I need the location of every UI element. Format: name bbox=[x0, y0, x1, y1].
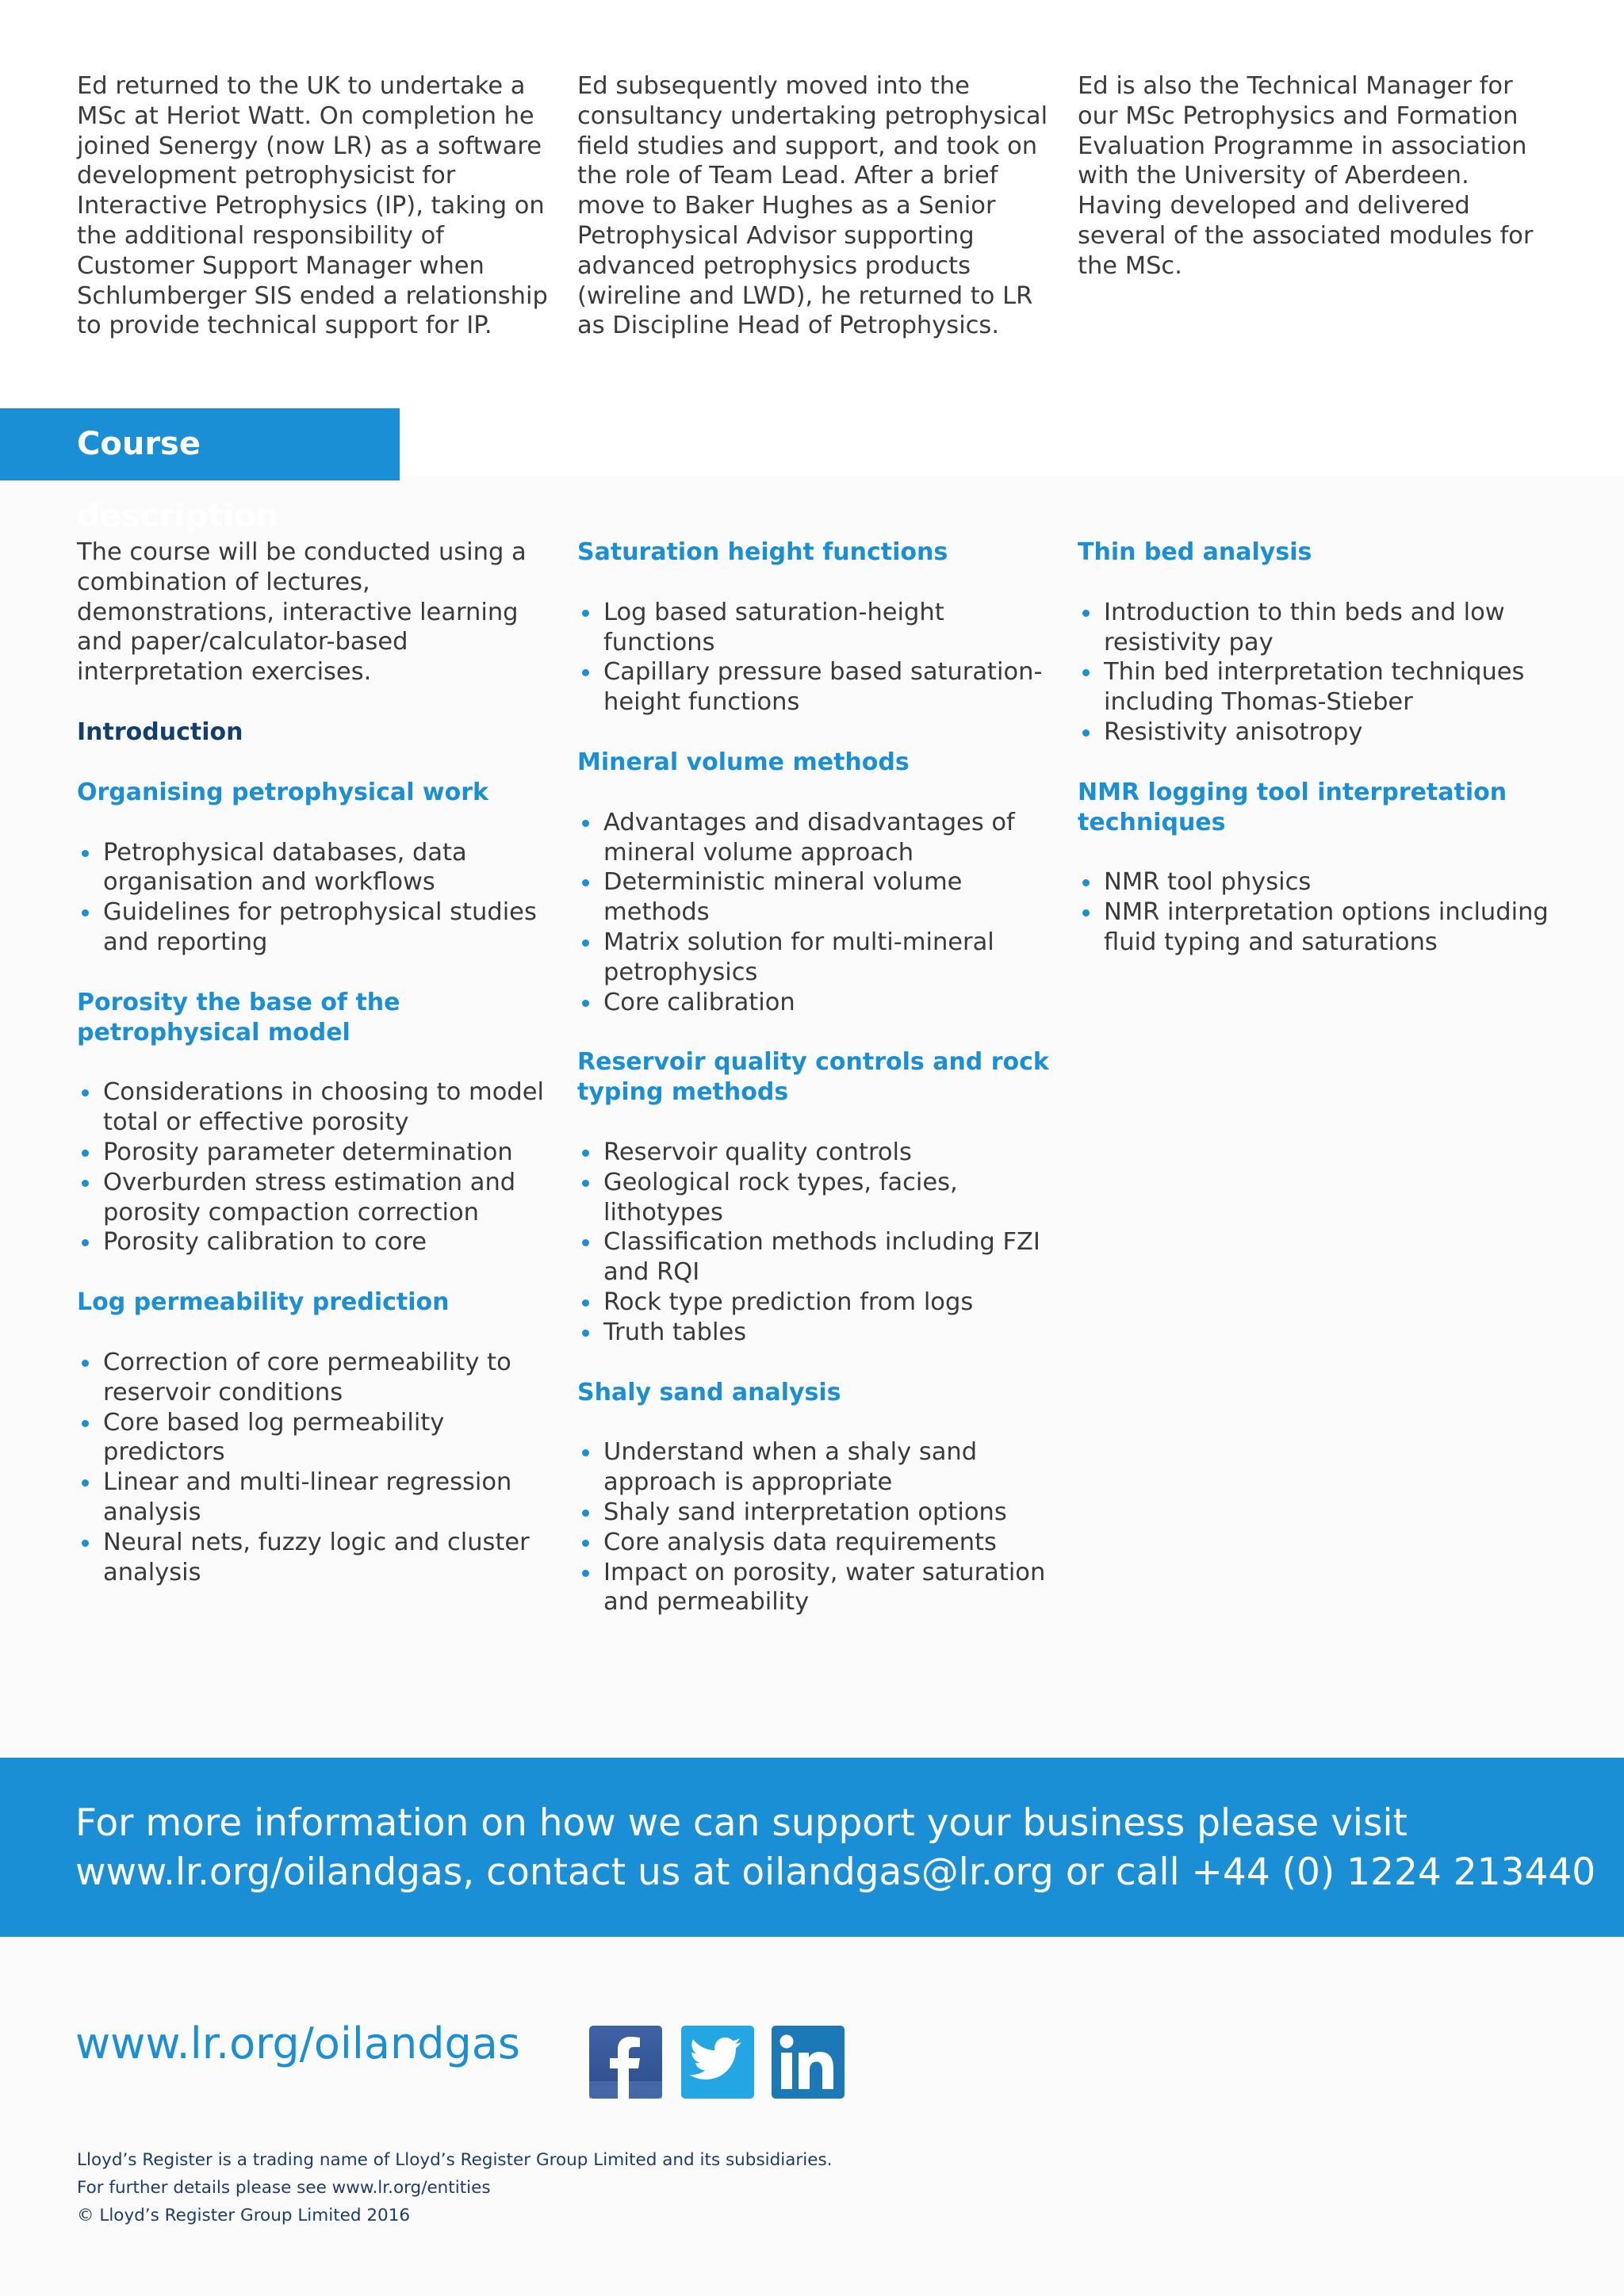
shaly-list bbox=[577, 1437, 1053, 1617]
list-item: Porosity parameter determination bbox=[77, 1138, 553, 1168]
list-item: Overburden stress estimation and porosity compaction correction bbox=[77, 1168, 553, 1228]
list-item: Petrophysical databases, data organisation and workflows bbox=[77, 838, 553, 898]
course-column-1 bbox=[77, 538, 553, 1617]
list-item: Rock type prediction from logs bbox=[577, 1288, 1053, 1318]
legal-notice bbox=[77, 2146, 833, 2229]
permeability-heading: Log permeability prediction bbox=[77, 1288, 450, 1317]
thinbed-heading: Thin bed analysis bbox=[1078, 538, 1312, 566]
bio-column-3: Ed is also the Technical Manager for our MSc Petrophysics and Formation Evaluation Programme in association with the University of Aberdeen. Having developed and delivered several of the associated modules for the MSc. bbox=[1078, 72, 1534, 280]
list-item: Resistivity anisotropy bbox=[1078, 718, 1553, 748]
list-item: Reservoir quality controls bbox=[577, 1138, 1053, 1168]
organising-heading: Organising petrophysical work bbox=[77, 778, 488, 806]
list-item: Core based log permeability predictors bbox=[77, 1408, 553, 1468]
list-item: Correction of core permeability to reservoir conditions bbox=[77, 1348, 553, 1408]
saturation-heading: Saturation height functions bbox=[577, 538, 948, 566]
list-item: Linear and multi-linear regression analysis bbox=[77, 1468, 553, 1528]
list-item: Understand when a shaly sand approach is appropriate bbox=[577, 1437, 1053, 1498]
legal-line-2: For further details please see www.lr.org/entities bbox=[77, 2178, 491, 2198]
list-item: Classification methods including FZI and RQI bbox=[577, 1227, 1053, 1288]
facebook-icon[interactable] bbox=[589, 2026, 662, 2099]
list-item: Introduction to thin beds and low resistivity pay bbox=[1078, 598, 1553, 658]
shaly-heading: Shaly sand analysis bbox=[577, 1378, 841, 1406]
contact-banner bbox=[0, 1758, 1624, 1937]
course-intro: The course will be conducted using a combination of lectures, demonstrations, interactive learning and paper/calculator-based interpretation exercises. bbox=[77, 538, 527, 687]
course-column-3 bbox=[1078, 538, 1553, 988]
legal-line-1: Lloyd’s Register is a trading name of Lloyd’s Register Group Limited and its subsidiaries. bbox=[77, 2150, 833, 2170]
linkedin-icon[interactable] bbox=[772, 2026, 845, 2099]
list-item: NMR tool physics bbox=[1078, 867, 1553, 897]
mineral-heading: Mineral volume methods bbox=[577, 748, 910, 776]
list-item: Porosity calibration to core bbox=[77, 1227, 553, 1257]
list-item: Capillary pressure based saturation-height functions bbox=[577, 657, 1053, 718]
legal-line-3: © Lloyd’s Register Group Limited 2016 bbox=[77, 2206, 411, 2225]
list-item: Core calibration bbox=[577, 988, 1053, 1018]
porosity-heading: Porosity the base of the petrophysical model bbox=[77, 988, 400, 1047]
list-item: Deterministic mineral volume methods bbox=[577, 867, 1053, 928]
bio-column-1: Ed returned to the UK to undertake a MSc at Heriot Watt. On completion he joined Senergy (now LR) as a software development petrophysicist for Interactive Petrophysics (IP), taking on the additional responsibility of Customer Support Manager when Schlumberger SIS ended a relationship to provide technical support for IP. bbox=[77, 72, 548, 340]
website-link[interactable]: www.lr.org/oilandgas bbox=[75, 2019, 521, 2068]
list-item: NMR interpretation options including fluid typing and saturations bbox=[1078, 897, 1553, 958]
list-item: Thin bed interpretation techniques including Thomas-Stieber bbox=[1078, 657, 1553, 718]
list-item: Geological rock types, facies, lithotypes bbox=[577, 1168, 1053, 1228]
twitter-icon[interactable] bbox=[681, 2026, 754, 2099]
introduction-heading: Introduction bbox=[77, 718, 243, 746]
list-item: Considerations in choosing to model total or effective porosity bbox=[77, 1077, 553, 1138]
thinbed-list bbox=[1078, 598, 1553, 748]
organising-list bbox=[77, 838, 553, 958]
nmr-heading: NMR logging tool interpretation techniques bbox=[1078, 778, 1507, 836]
permeability-list bbox=[77, 1348, 553, 1587]
list-item: Core analysis data requirements bbox=[577, 1528, 1053, 1558]
reservoir-list bbox=[577, 1138, 1053, 1348]
list-item: Log based saturation-height functions bbox=[577, 598, 1053, 658]
mineral-list bbox=[577, 808, 1053, 1018]
reservoir-heading: Reservoir quality controls and rock typing methods bbox=[577, 1048, 1049, 1107]
list-item: Neural nets, fuzzy logic and cluster analysis bbox=[77, 1528, 553, 1588]
course-column-2 bbox=[577, 538, 1053, 1647]
list-item: Shaly sand interpretation options bbox=[577, 1498, 1053, 1528]
porosity-list bbox=[77, 1077, 553, 1257]
nmr-list bbox=[1078, 867, 1553, 957]
contact-line-1: For more information on how we can support your business please visit bbox=[75, 1801, 1408, 1845]
list-item: Guidelines for petrophysical studies and reporting bbox=[77, 897, 553, 958]
list-item: Advantages and disadvantages of mineral volume approach bbox=[577, 808, 1053, 868]
list-item: Matrix solution for multi-mineral petrophysics bbox=[577, 928, 1053, 988]
saturation-list bbox=[577, 598, 1053, 718]
list-item: Impact on porosity, water saturation and permeability bbox=[577, 1558, 1053, 1618]
section-title: Course description bbox=[0, 408, 400, 480]
contact-line-2[interactable]: www.lr.org/oilandgas, contact us at oilandgas@lr.org or call +44 (0) 1224 213440 bbox=[75, 1850, 1596, 1894]
list-item: Truth tables bbox=[577, 1318, 1053, 1348]
bio-column-2: Ed subsequently moved into the consultancy undertaking petrophysical field studies and support, and took on the role of Team Lead. After a brief move to Baker Hughes as a Senior Petrophysical Advisor supporting advanced petrophysics products (wireline and LWD), he returned to LR as Discipline Head of Petrophysics. bbox=[577, 72, 1048, 340]
